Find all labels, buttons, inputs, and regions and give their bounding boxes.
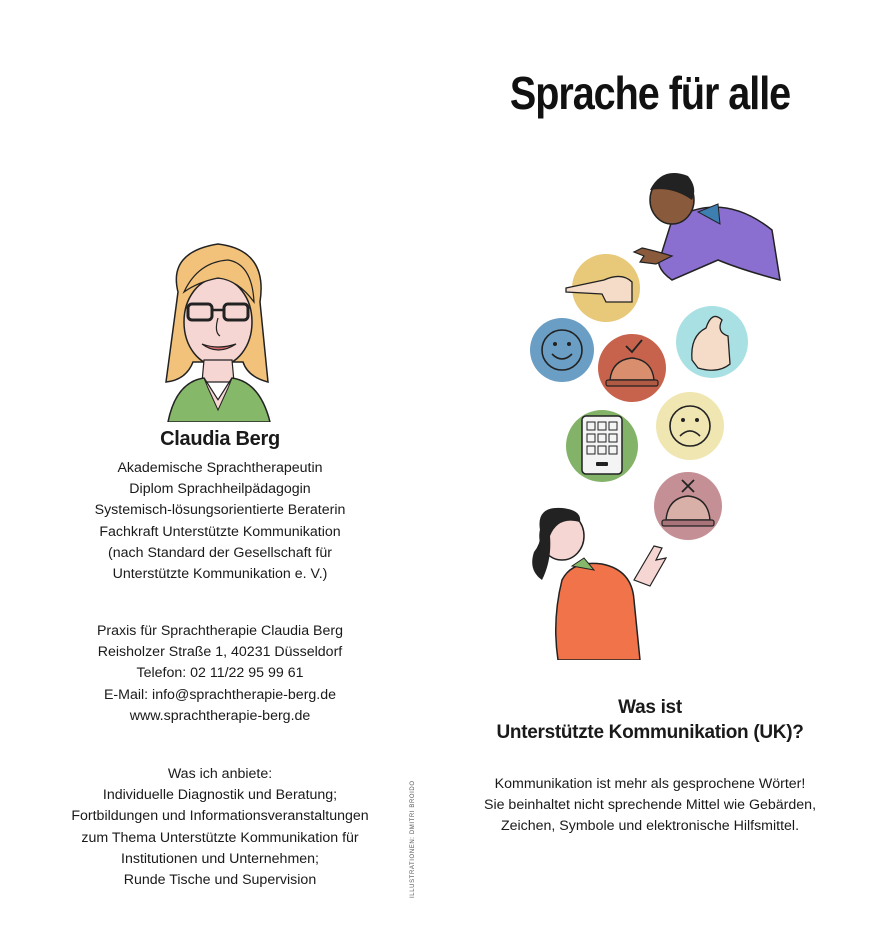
contact-block xyxy=(40,621,400,727)
illustration-credit: ILLUSTRATIONEN: DMITRI BROIDO xyxy=(410,780,416,898)
qualification-line: Akademische Sprachtherapeutin xyxy=(117,460,323,476)
description xyxy=(450,774,850,838)
description-line: Zeichen, Symbole und elektronische Hilfsmittel. xyxy=(500,818,800,835)
website: www.sprachtherapie-berg.de xyxy=(129,707,311,724)
description-line: Sie beinhaltet nicht sprechende Mittel wie Gebärden, xyxy=(483,797,817,814)
qualification-line: Unterstützte Kommunikation e. V.) xyxy=(112,566,328,583)
offer-line: Runde Tische und Supervision xyxy=(123,872,317,889)
offer-line: zum Thema Unterstützte Kommunikation für xyxy=(81,829,359,846)
qualification-line: Diplom Sprachheilpädagogin xyxy=(129,481,311,498)
qualification-line: (nach Standard der Gesellschaft für xyxy=(108,544,332,561)
offer-line: Institutionen und Unternehmen; xyxy=(121,850,319,867)
pointing-hand-icon xyxy=(566,254,640,322)
description-line: Kommunikation ist mehr als gesprochene Wörter! xyxy=(494,776,806,792)
question-heading-line1: Was ist xyxy=(618,697,682,718)
qualification-line: Fachkraft Unterstützte Kommunikation xyxy=(99,523,341,540)
offer-heading: Was ich anbiete: xyxy=(167,766,273,782)
portrait-illustration xyxy=(148,232,288,422)
page-title: Sprache für alle xyxy=(509,67,791,119)
man-figure xyxy=(634,173,780,280)
tablet-icon xyxy=(566,410,638,482)
communication-illustration xyxy=(522,160,782,660)
sad-face-icon xyxy=(656,392,724,460)
qualifications xyxy=(40,458,400,585)
offer-block xyxy=(40,764,400,891)
smiley-icon xyxy=(530,318,594,382)
address: Reisholzer Straße 1, 40231 Düsseldorf xyxy=(97,644,343,661)
question-heading-line2: Unterstützte Kommunikation (UK)? xyxy=(496,722,804,743)
woman-figure xyxy=(532,508,666,660)
qualification-line: Systemisch-lösungsorientierte Beraterin xyxy=(94,502,346,519)
hand-gesture-icon xyxy=(676,306,748,378)
person-name: Claudia Berg xyxy=(160,428,280,450)
offer-line: Individuelle Diagnostik und Beratung; xyxy=(102,787,338,804)
email: E-Mail: info@sprachtherapie-berg.de xyxy=(103,686,337,703)
bell-cross-icon xyxy=(654,472,722,540)
phone: Telefon: 02 11/22 95 99 61 xyxy=(136,665,304,682)
practice-name: Praxis für Sprachtherapie Claudia Berg xyxy=(96,623,344,639)
bell-check-icon xyxy=(598,334,666,402)
offer-line: Fortbildungen und Informationsveranstaltungen xyxy=(71,808,369,825)
